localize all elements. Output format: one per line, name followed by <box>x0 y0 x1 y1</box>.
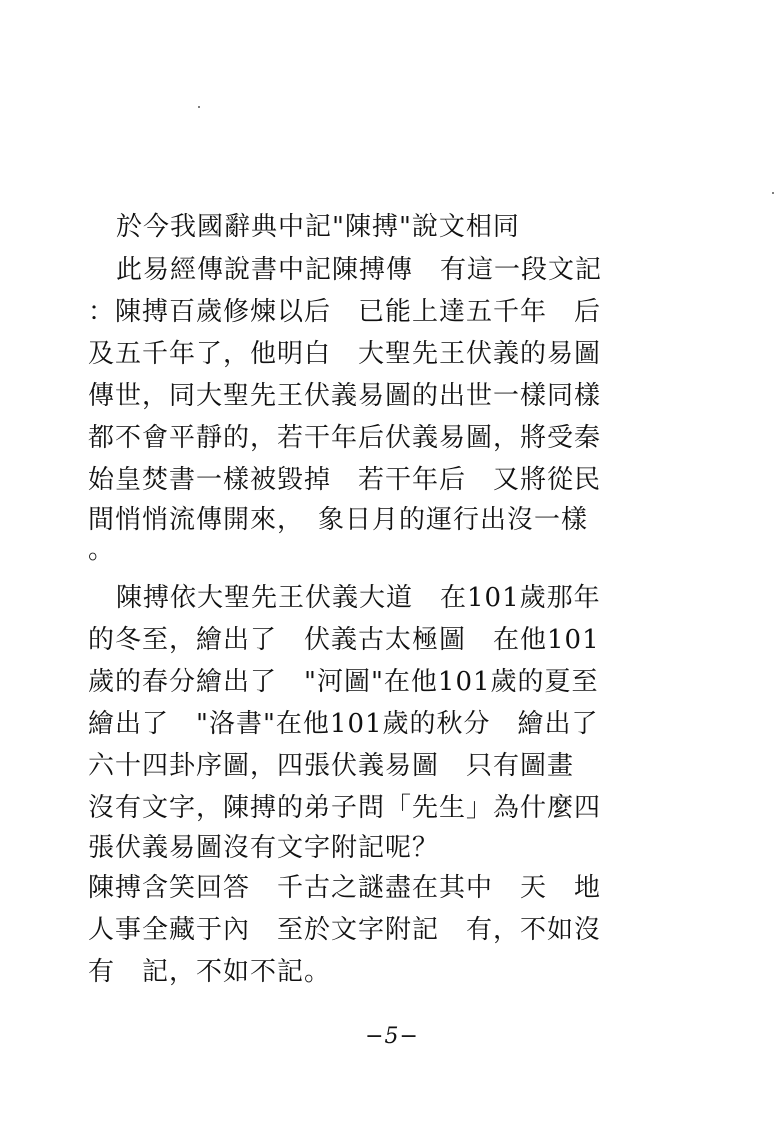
text-line-18: 人事全藏于內 至於文字附記 有，不如沒 <box>88 915 602 945</box>
text-line-7: 始皇焚書一樣被毀掉 若干年后 又將從民 <box>88 465 602 495</box>
text-line-8: 間悄悄流傳開來， 象日月的運行出沒一樣 <box>88 505 589 535</box>
text-line-14: 六十四卦序圖，四張伏義易圖 只有圖畫 <box>88 751 575 781</box>
text-line-11: 的冬至，繪出了 伏義古太極圖 在他101 <box>88 625 600 655</box>
scan-speck <box>198 106 200 108</box>
text-line-12: 歲的春分繪出了 "河圖"在他101歲的夏至 <box>88 667 599 697</box>
text-line-10: 陳搏依大聖先王伏義大道 在101歲那年 <box>116 583 601 613</box>
text-line-5: 傳世，同大聖先王伏義易圖的出世一樣同樣 <box>88 381 602 411</box>
text-line-15: 沒有文字，陳搏的弟子問「先生」為什麼四 <box>88 793 602 823</box>
text-line-13: 繪出了 "洛書"在他101歲的秋分 繪出了 <box>88 709 599 739</box>
text-line-4: 及五千年了，他明白 大聖先王伏義的易圖 <box>88 339 602 369</box>
text-line-1: 於今我國辭典中記"陳搏"說文相同 <box>116 212 520 242</box>
page-number: −5− <box>365 1024 419 1049</box>
text-line-2: 此易經傳說書中記陳搏傳 有這一段文記 <box>116 255 603 285</box>
text-line-19: 有 記，不如不記。 <box>88 957 332 987</box>
text-line-3: ：陳搏百歲修煉以后 已能上達五千年 后 <box>88 297 602 327</box>
text-line-9: 。 <box>88 535 116 565</box>
text-line-16: 張伏義易圖沒有文字附記呢？ <box>88 833 440 863</box>
scan-speck <box>772 192 774 194</box>
text-line-6: 都不會平靜的，若干年后伏義易圖，將受秦 <box>88 423 602 453</box>
text-line-17: 陳搏含笑回答 千古之謎盡在其中 天 地 <box>88 873 602 903</box>
